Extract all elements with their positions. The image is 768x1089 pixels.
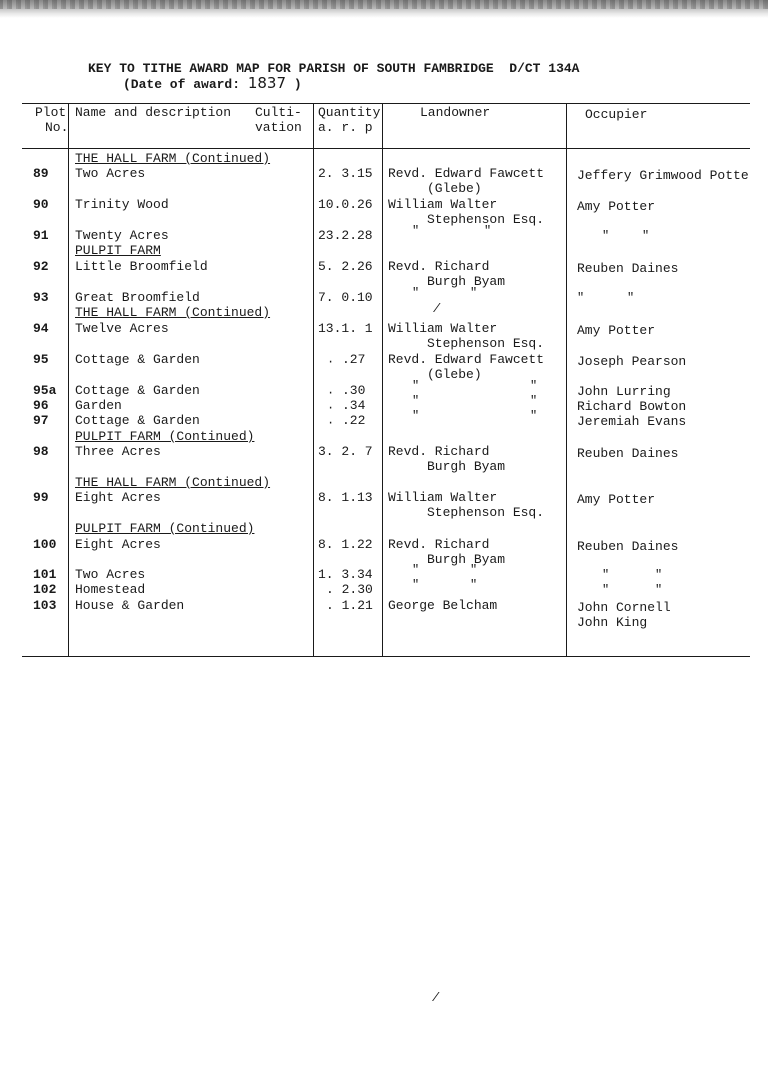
- plot-quantity: 7. 0.10: [318, 290, 373, 305]
- section-heading: THE HALL FARM (Continued): [75, 475, 271, 490]
- document-date-line: [123, 74, 302, 92]
- plot-quantity: 2. 3.15: [318, 166, 373, 181]
- section-heading: PULPIT FARM: [75, 243, 161, 258]
- section-heading: PULPIT FARM (Continued): [75, 521, 255, 536]
- occupier-line: Richard Bowton: [577, 399, 687, 414]
- ditto-mark: ": [412, 409, 420, 423]
- date-handwritten: 1837: [247, 74, 287, 92]
- ditto-mark: ": [655, 568, 663, 582]
- landowner-line: Burgh Byam: [388, 274, 506, 289]
- ditto-mark: ": [530, 379, 538, 393]
- landowner-line: Revd. Richard: [388, 444, 490, 459]
- ditto-mark: ": [412, 224, 420, 238]
- plot-quantity: .22: [342, 413, 366, 428]
- plot-number: 94: [33, 321, 49, 336]
- plot-number: 101: [33, 567, 57, 582]
- stray-pen-mark: /: [432, 991, 440, 1005]
- header-occupier: Occupier: [585, 107, 648, 122]
- occupier-line: Jeffery Grimwood Potte: [577, 168, 749, 183]
- occupier-divider: [566, 103, 567, 656]
- table-bottom-rule: [22, 656, 750, 657]
- header-cultivation-2: vation: [255, 120, 302, 135]
- plot-quantity: 8. 1.22: [318, 537, 373, 552]
- occupier-line: Jeremiah Evans: [577, 414, 687, 429]
- quantity-dot: ·: [327, 416, 335, 430]
- ditto-mark: ": [470, 286, 478, 300]
- plot-name: Cottage & Garden: [75, 413, 200, 428]
- plot-number: 95a: [33, 383, 57, 398]
- ditto-mark: ": [577, 291, 585, 305]
- header-landowner: Landowner: [420, 105, 491, 120]
- occupier-line: John Lurring: [577, 384, 671, 399]
- quantity-left-divider: [313, 103, 314, 656]
- plot-number: 95: [33, 352, 49, 367]
- plot-name: Twelve Acres: [75, 321, 169, 336]
- plot-number: 98: [33, 444, 49, 459]
- table-top-rule: [22, 103, 750, 104]
- quantity-dot: ·: [327, 355, 335, 369]
- plot-name: Little Broomfield: [75, 259, 208, 274]
- plot-number: 93: [33, 290, 49, 305]
- ditto-mark: ": [412, 286, 420, 300]
- plot-quantity: 13.1. 1: [318, 321, 373, 336]
- ditto-mark: ": [412, 379, 420, 393]
- plot-name: Garden: [75, 398, 122, 413]
- plot-number: 99: [33, 490, 49, 505]
- header-cultivation: Culti-: [255, 105, 302, 120]
- header-bottom-rule: [22, 148, 750, 149]
- plot-name: Cottage & Garden: [75, 352, 200, 367]
- plot-name: Cottage & Garden: [75, 383, 200, 398]
- plot-quantity: .30: [342, 383, 366, 398]
- stray-pen-mark: /: [433, 302, 441, 316]
- landowner-line: George Belcham: [388, 598, 498, 613]
- plot-number: 89: [33, 166, 49, 181]
- plot-name: Two Acres: [75, 166, 146, 181]
- landowner-line: (Glebe): [388, 181, 482, 196]
- header-quantity-units: a. r. p: [318, 120, 373, 135]
- plot-quantity: 10.0.26: [318, 197, 373, 212]
- occupier-line: Reuben Daines: [577, 261, 679, 276]
- landowner-line: Burgh Byam: [388, 552, 506, 567]
- landowner-line: William Walter: [388, 321, 498, 336]
- ditto-mark: ": [412, 394, 420, 408]
- plot-quantity: . 1.21: [326, 598, 373, 613]
- occupier-line: John King: [577, 615, 648, 630]
- plot-name: Three Acres: [75, 444, 161, 459]
- plot-quantity: . 2.30: [326, 582, 373, 597]
- quantity-dot: ·: [327, 386, 335, 400]
- ditto-mark: ": [470, 563, 478, 577]
- plot-name: Twenty Acres: [75, 228, 169, 243]
- landowner-line: Stephenson Esq.: [388, 212, 545, 227]
- header-name: Name and description: [75, 105, 232, 120]
- plot-number: 96: [33, 398, 49, 413]
- landowner-line: William Walter: [388, 197, 498, 212]
- plot-number: 97: [33, 413, 49, 428]
- date-suffix: ): [286, 77, 302, 92]
- occupier-line: Reuben Daines: [577, 539, 679, 554]
- plot-quantity: 1. 3.34: [318, 567, 373, 582]
- plot-number: 103: [33, 598, 57, 613]
- section-heading: PULPIT FARM (Continued): [75, 429, 255, 444]
- ditto-mark: ": [412, 563, 420, 577]
- ditto-mark: ": [602, 229, 610, 243]
- plot-quantity: 5. 2.26: [318, 259, 373, 274]
- landowner-line: Stephenson Esq.: [388, 505, 545, 520]
- plot-name: Eight Acres: [75, 490, 161, 505]
- plot-quantity: 23.2.28: [318, 228, 373, 243]
- plot-number: 92: [33, 259, 49, 274]
- plot-name: House & Garden: [75, 598, 185, 613]
- plot-name: Trinity Wood: [75, 197, 169, 212]
- landowner-line: Burgh Byam: [388, 459, 506, 474]
- ditto-mark: ": [655, 583, 663, 597]
- occupier-line: Amy Potter: [577, 199, 656, 214]
- occupier-line: Reuben Daines: [577, 446, 679, 461]
- occupier-line: Amy Potter: [577, 492, 656, 507]
- document-title: KEY TO TITHE AWARD MAP FOR PARISH OF SOUTH FAMBRIDGE D/CT 134A: [88, 61, 580, 76]
- landowner-line: Revd. Edward Fawcett: [388, 166, 545, 181]
- plot-column-divider: [68, 103, 69, 656]
- plot-name: Eight Acres: [75, 537, 161, 552]
- date-prefix: (Date of award:: [123, 77, 248, 92]
- section-heading: THE HALL FARM (Continued): [75, 305, 271, 320]
- occupier-line: Amy Potter: [577, 323, 656, 338]
- header-plot: Plot No.: [35, 105, 69, 135]
- landowner-line: Revd. Richard: [388, 259, 490, 274]
- landowner-line: William Walter: [388, 490, 498, 505]
- ditto-mark: ": [530, 409, 538, 423]
- occupier-line: Joseph Pearson: [577, 354, 687, 369]
- landowner-line: (Glebe): [388, 367, 482, 382]
- ditto-mark: ": [412, 578, 420, 592]
- ditto-mark: ": [602, 583, 610, 597]
- ditto-mark: ": [642, 229, 650, 243]
- plot-number: 91: [33, 228, 49, 243]
- ditto-mark: ": [484, 224, 492, 238]
- plot-quantity: .27: [342, 352, 366, 367]
- ditto-mark: ": [627, 291, 635, 305]
- occupier-line: John Cornell: [577, 600, 671, 615]
- plot-quantity: .34: [342, 398, 366, 413]
- ditto-mark: ": [530, 394, 538, 408]
- plot-quantity: 3. 2. 7: [318, 444, 373, 459]
- plot-name: Two Acres: [75, 567, 146, 582]
- plot-quantity: 8. 1.13: [318, 490, 373, 505]
- section-heading: THE HALL FARM (Continued): [75, 151, 271, 166]
- quantity-dot: ·: [327, 401, 335, 415]
- landowner-line: Revd. Richard: [388, 537, 490, 552]
- plot-number: 102: [33, 582, 57, 597]
- plot-number: 100: [33, 537, 57, 552]
- plot-name: Homestead: [75, 582, 146, 597]
- landowner-line: Revd. Edward Fawcett: [388, 352, 545, 367]
- quantity-right-divider: [382, 103, 383, 656]
- landowner-line: Stephenson Esq.: [388, 336, 545, 351]
- scan-edge-shadow: [0, 0, 768, 18]
- plot-name: Great Broomfield: [75, 290, 200, 305]
- ditto-mark: ": [470, 578, 478, 592]
- ditto-mark: ": [602, 568, 610, 582]
- header-quantity: Quantity: [318, 105, 381, 120]
- plot-number: 90: [33, 197, 49, 212]
